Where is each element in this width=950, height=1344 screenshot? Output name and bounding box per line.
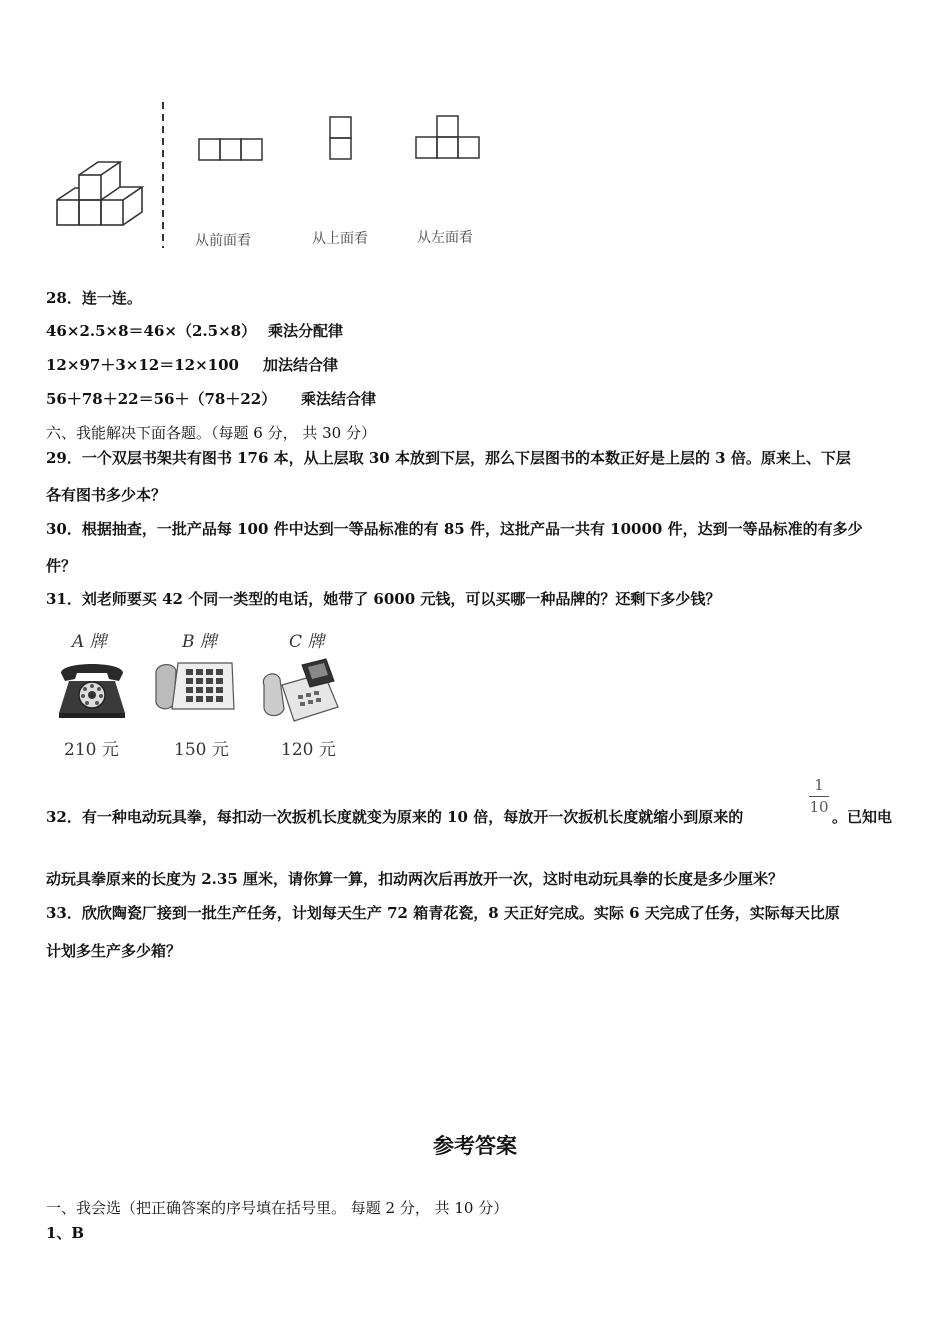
left-view-diagram	[413, 114, 483, 162]
q32-fraction-numerator: 1	[814, 776, 824, 794]
q30-line-1: 30．根据抽查，一批产品每 100 件中达到一等品标准的有 85 件，这批产品一共有 10000 件，达到一等品标准的有多少	[46, 520, 863, 538]
cube-figure	[50, 100, 150, 235]
phone-b-brand: B 牌	[182, 632, 217, 652]
q32-fraction-denominator: 10	[809, 798, 829, 816]
top-view-diagram	[327, 115, 355, 163]
answers-section-1: 一、我会选（把正确答案的序号填在括号里。 每题 2 分， 共 10 分）	[46, 1199, 509, 1217]
q33-line-2: 计划多生产多少箱？	[46, 942, 182, 960]
front-view-diagram	[197, 137, 267, 163]
top-view-caption: 从上面看	[312, 231, 368, 247]
phone-c-price: 120 元	[281, 740, 336, 760]
q29-line-1: 29．一个双层书架共有图书 176 本，从上层取 30 本放到下层，那么下层图书的本数正好是上层的 3 倍。原来上、下层	[46, 449, 851, 467]
q32-line-1: 32．有一种电动玩具拳，每扣动一次扳机长度就变为原来的 10 倍，每放开一次扳机长度就缩小到原来的	[46, 808, 744, 826]
front-view-caption: 从前面看	[195, 233, 251, 249]
q32-fraction	[808, 778, 830, 815]
dashed-divider	[158, 100, 168, 250]
left-view-caption: 从左面看	[417, 230, 473, 246]
q28-title: 28．连一连。	[46, 289, 142, 307]
phone-a-image	[55, 655, 130, 720]
phone-a-price: 210 元	[64, 740, 119, 760]
section-6-heading: 六、我能解决下面各题。（每题 6 分， 共 30 分）	[46, 424, 376, 442]
phone-c-image	[258, 655, 348, 725]
q28-law-2: 加法结合律	[263, 356, 339, 374]
q31-line-1: 31．刘老师要买 42 个同一类型的电话，她带了 6000 元钱，可以买哪一种品牌的？还剩下多少钱？	[46, 590, 721, 608]
answer-1: 1、B	[46, 1224, 85, 1242]
phone-b-image	[152, 657, 237, 717]
q28-law-3: 乘法结合律	[301, 390, 377, 408]
phone-a-brand: A 牌	[72, 632, 107, 652]
q32-line-2: 动玩具拳原来的长度为 2.35 厘米，请你算一算，扣动两次后再放开一次，这时电动玩具拳的长度是多少厘米？	[46, 870, 783, 888]
q28-expr-2: 12×97＋3×12＝12×100	[46, 356, 239, 374]
q28-expr-1: 46×2.5×8＝46×（2.5×8）	[46, 322, 257, 340]
answers-title: 参考答案	[433, 1134, 517, 1158]
phone-b-price: 150 元	[174, 740, 229, 760]
q33-line-1: 33．欣欣陶瓷厂接到一批生产任务，计划每天生产 72 箱青花瓷，8 天正好完成。实际 6 天完成了任务，实际每天比原	[46, 904, 840, 922]
q28-expr-3: 56＋78＋22＝56＋（78＋22）	[46, 390, 277, 408]
q32-line-1-end: 。已知电	[832, 808, 893, 826]
q30-line-2: 件？	[46, 557, 77, 575]
phone-c-brand: C 牌	[289, 632, 325, 652]
q29-line-2: 各有图书多少本？	[46, 486, 167, 504]
q28-law-1: 乘法分配律	[268, 322, 344, 340]
